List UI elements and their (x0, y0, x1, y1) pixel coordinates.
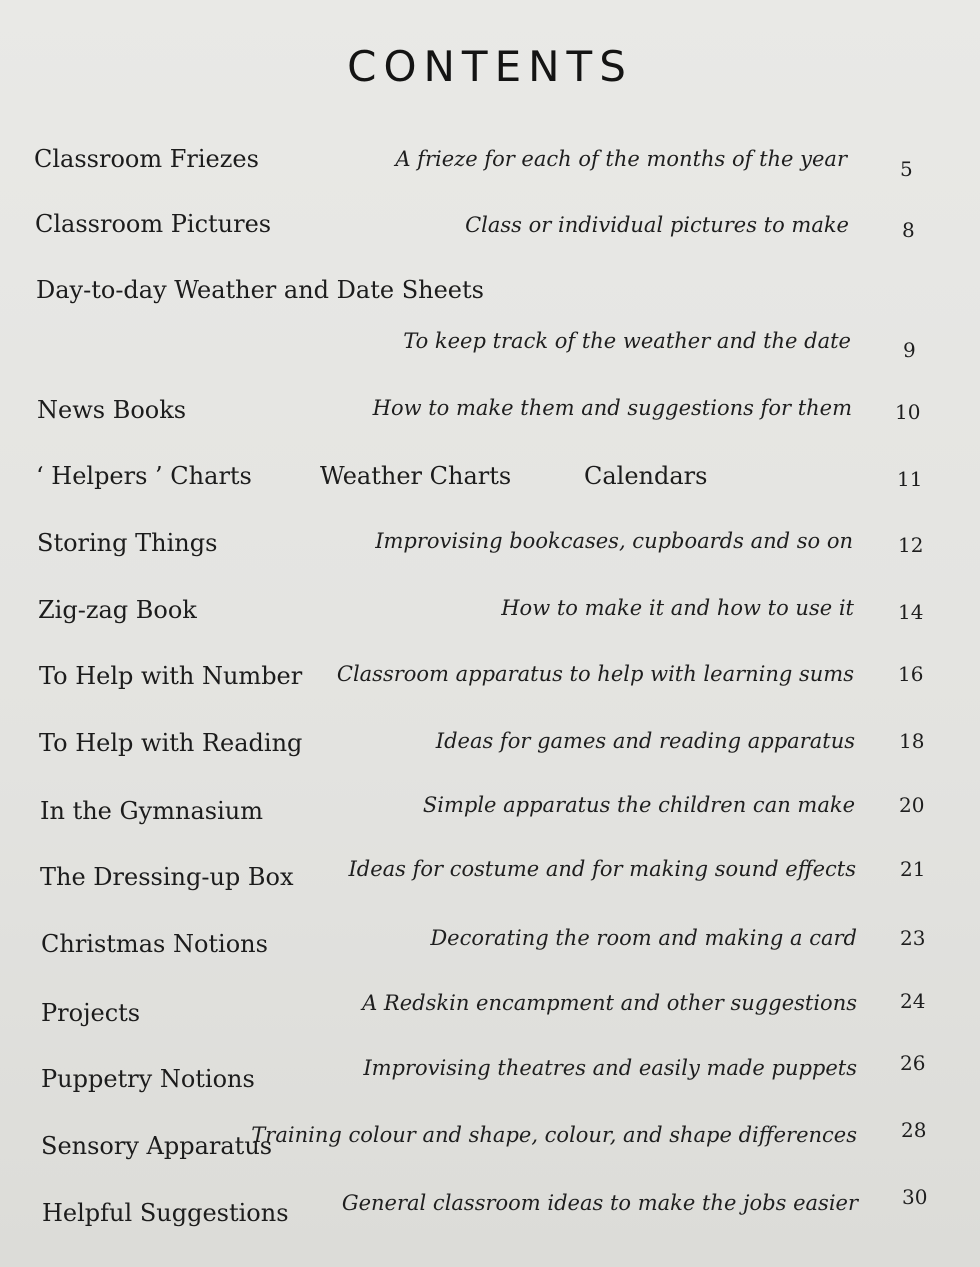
entry-title: In the Gymnasium (40, 797, 263, 825)
entry-page-number: 28 (901, 1118, 927, 1142)
entry-description: How to make it and how to use it (501, 596, 854, 620)
toc-entry-zig-zag-book (0, 596, 980, 644)
toc-entry-classroom-pictures (0, 210, 980, 258)
entry-description: Ideas for games and reading apparatus (435, 729, 855, 753)
toc-entry-helpful-suggestions (0, 1185, 980, 1247)
entry-title: Classroom Pictures (35, 210, 272, 238)
toc-entry-dressing-up-box (0, 857, 980, 911)
entry-description: Improvising theatres and easily made puppets (363, 1056, 857, 1080)
entry-description: A frieze for each of the months of the year (395, 147, 847, 171)
entry-title: To Help with Number (39, 662, 303, 690)
entry-page-number: 8 (902, 218, 915, 242)
entry-title: To Help with Reading (39, 729, 303, 757)
entry-page-number: 20 (899, 793, 925, 817)
toc-entry-puppetry-notions (0, 1051, 980, 1113)
entry-title: Zig-zag Book (38, 596, 197, 624)
entry-description: Improvising bookcases, cupboards and so on (375, 529, 853, 553)
toc-entry-help-with-reading (0, 729, 980, 777)
toc-entry-classroom-friezes (0, 145, 980, 193)
entry-title: Christmas Notions (41, 930, 268, 958)
entry-page-number: 24 (900, 989, 926, 1013)
toc-entry-christmas-notions (0, 926, 980, 978)
entry-title: The Dressing-up Box (40, 863, 294, 891)
entry-page-number: 11 (897, 467, 923, 491)
entry-page-number: 5 (900, 157, 913, 181)
entry-description: How to make them and suggestions for them (372, 396, 852, 420)
entry-description: General classroom ideas to make the jobs easier (341, 1191, 858, 1215)
entry-description: Simple apparatus the children can make (422, 793, 855, 817)
toc-entry-sensory-apparatus (0, 1118, 980, 1180)
entry-page-number: 18 (899, 729, 925, 753)
entry-subtitle-calendars: Calendars (584, 462, 708, 490)
toc-entry-projects (0, 989, 980, 1047)
entry-page-number: 14 (898, 600, 924, 624)
toc-entry-weather-date-sheets (0, 276, 980, 386)
entry-description: Class or individual pictures to make (465, 213, 849, 237)
entry-title: Classroom Friezes (34, 145, 259, 173)
toc-entry-gymnasium (0, 793, 980, 845)
entry-page-number: 10 (895, 400, 921, 424)
entry-page-number: 23 (900, 926, 926, 950)
entry-description: Decorating the room and making a card (430, 926, 857, 950)
entry-title: ‘ Helpers ’ Charts (36, 462, 252, 490)
entry-title: News Books (37, 396, 187, 424)
entry-description: To keep track of the weather and the date (403, 329, 851, 353)
entry-description: A Redskin encampment and other suggestions (362, 991, 857, 1015)
toc-entry-help-with-number (0, 662, 980, 710)
toc-entry-news-books (0, 396, 980, 444)
entry-subtitle-weather-charts: Weather Charts (320, 462, 512, 490)
entry-page-number: 26 (900, 1051, 926, 1075)
entry-title: Projects (41, 999, 141, 1027)
entry-title: Helpful Suggestions (42, 1199, 289, 1227)
entry-page-number: 9 (903, 338, 916, 362)
entry-title: Storing Things (37, 529, 218, 557)
entry-page-number: 21 (900, 857, 926, 881)
entry-page-number: 30 (902, 1185, 928, 1209)
entry-title: Sensory Apparatus (41, 1132, 273, 1160)
entry-description: Training colour and shape, colour, and shape differences (251, 1123, 857, 1147)
toc-entry-storing-things (0, 529, 980, 577)
page-title: CONTENTS (347, 42, 633, 91)
entry-page-number: 16 (898, 662, 924, 686)
entry-title: Puppetry Notions (41, 1065, 255, 1093)
entry-title: Day-to-day Weather and Date Sheets (36, 276, 484, 304)
entry-description: Classroom apparatus to help with learning sums (336, 662, 854, 686)
entry-description: Ideas for costume and for making sound effects (348, 857, 856, 881)
entry-page-number: 12 (898, 533, 924, 557)
toc-entry-helpers-charts (0, 462, 980, 510)
